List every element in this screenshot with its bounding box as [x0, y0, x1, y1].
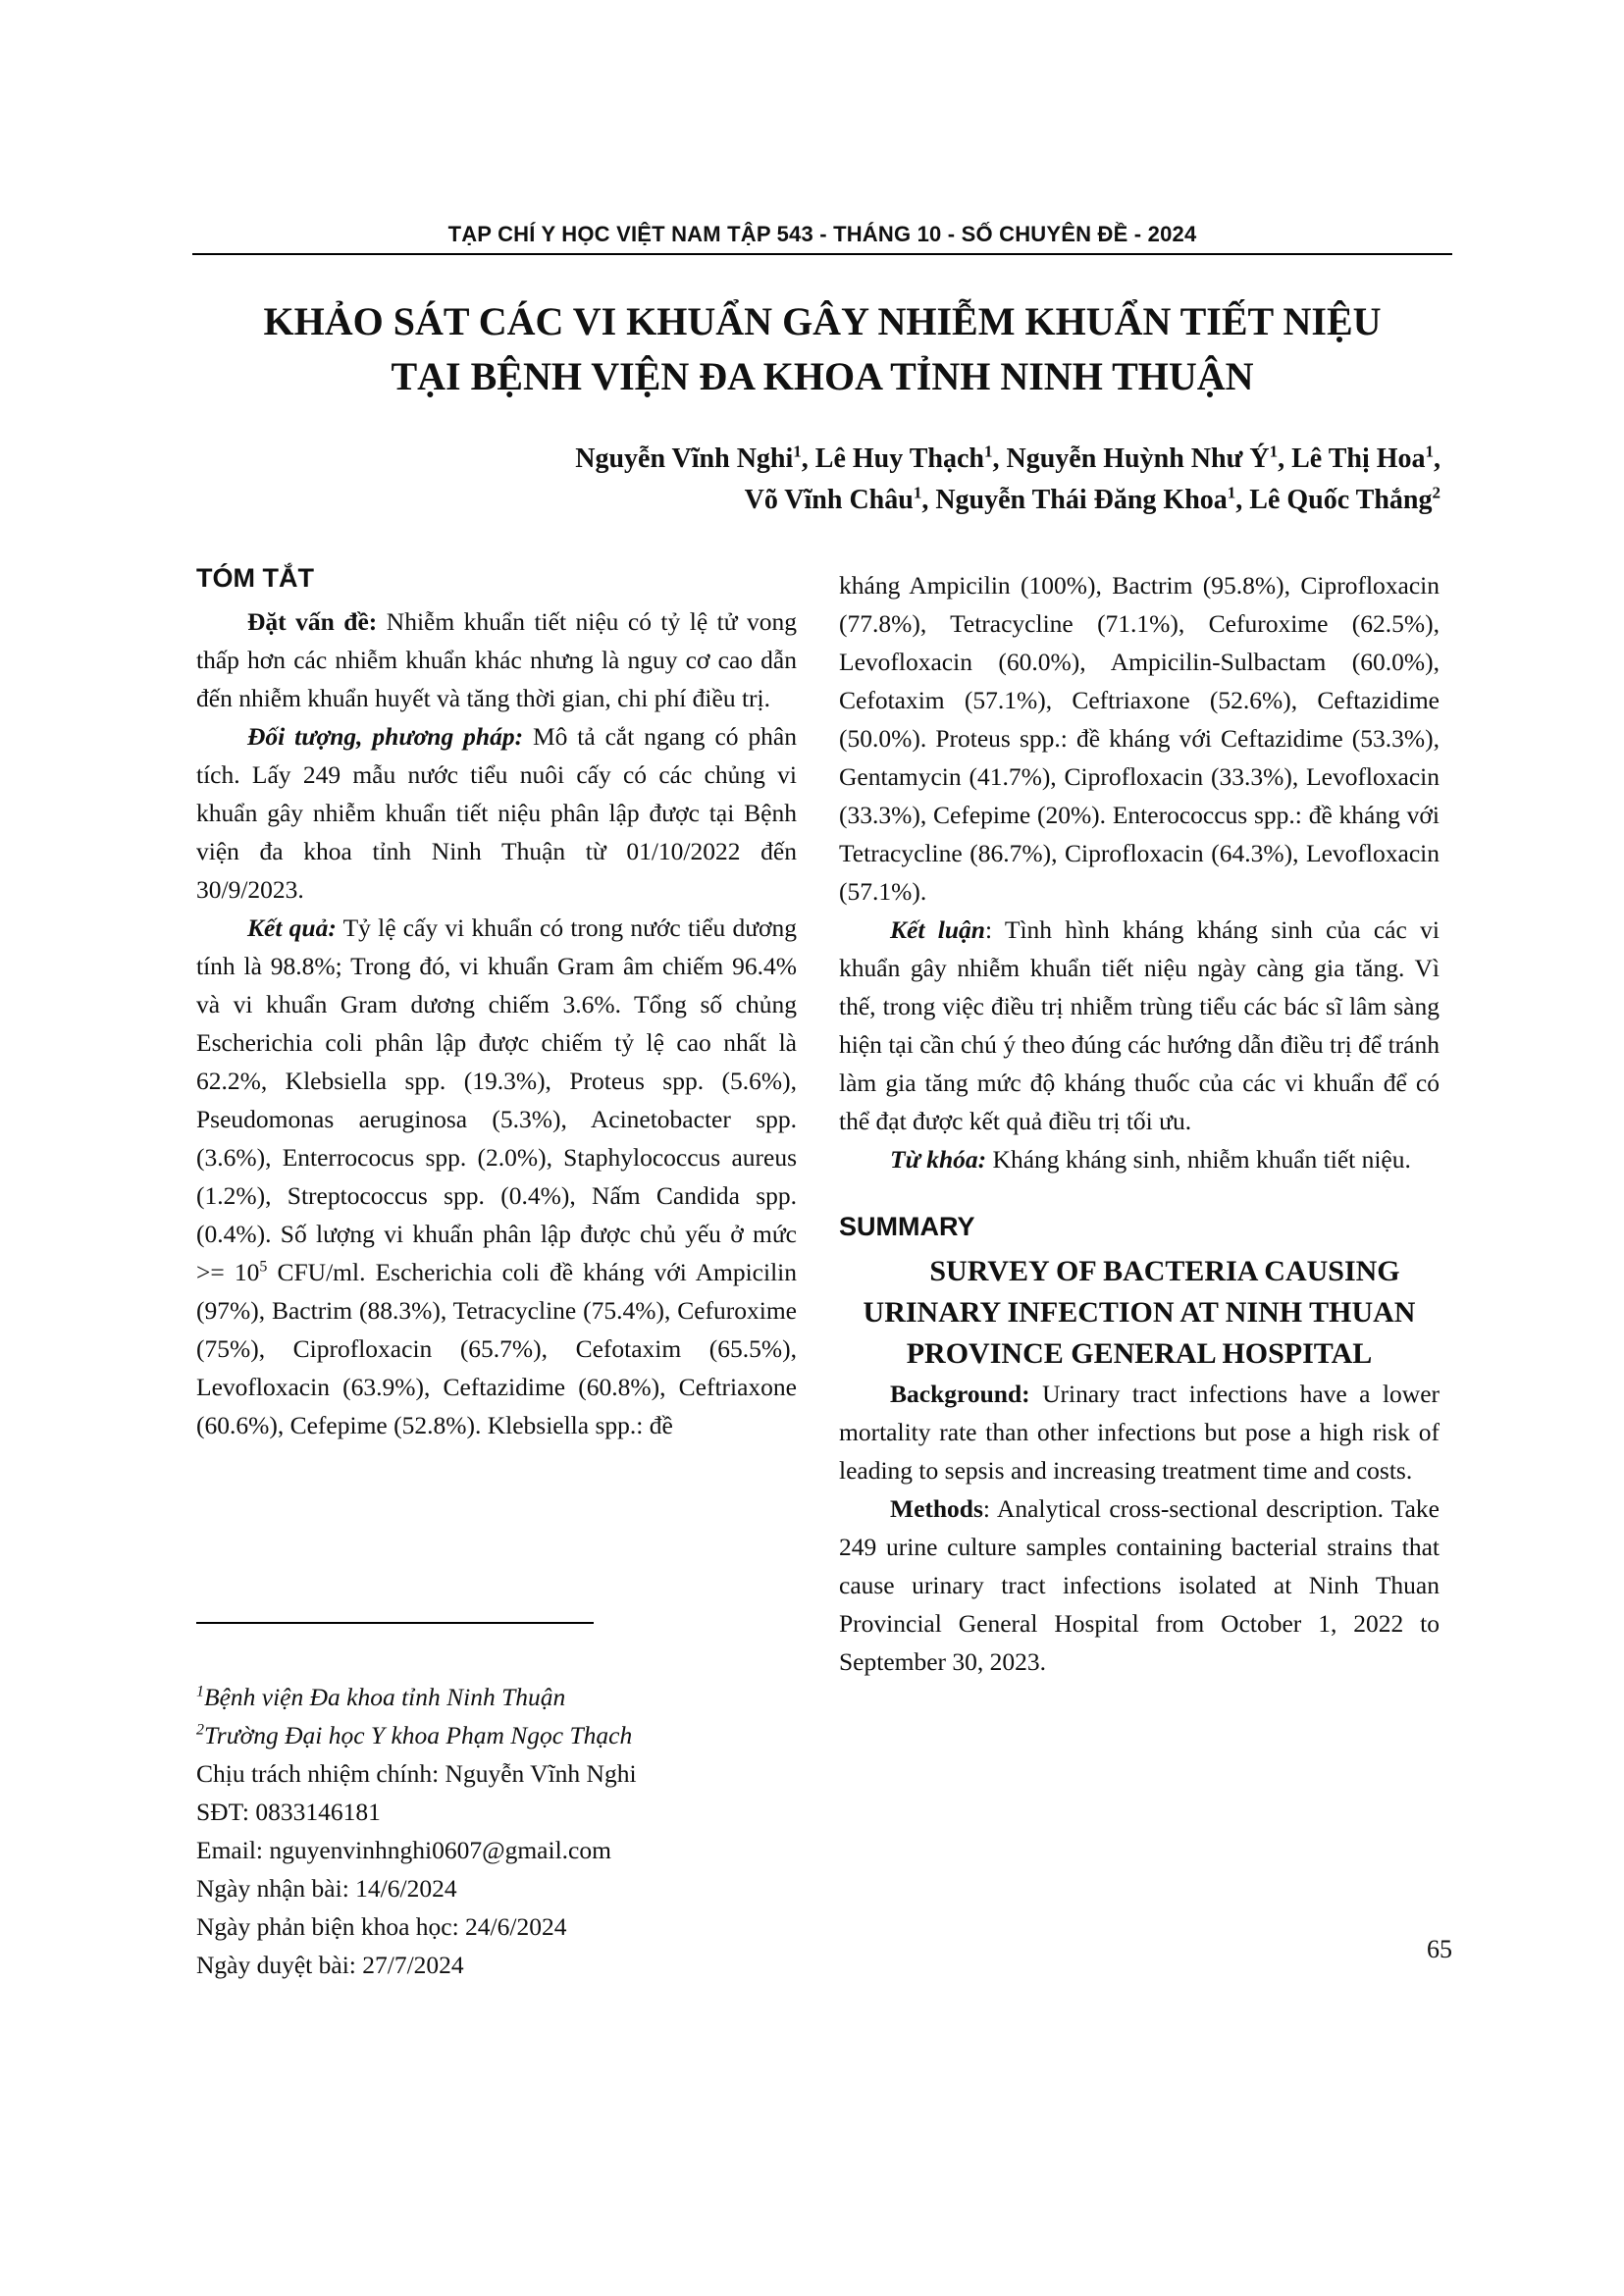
abstract-conclusion	[839, 911, 1440, 1140]
journal-header: TẠP CHÍ Y HỌC VIỆT NAM TẬP 543 - THÁNG 10 - SỐ CHUYÊN ĐỀ - 2024	[447, 222, 1197, 246]
author-line-2: Võ Vĩnh Châu$^1$, Nguyễn Thái Đăng Khoa$^1$, Lê Quốc Thắng$^2$	[744, 483, 1441, 515]
received-date: Ngày nhận bài: 14/6/2024	[196, 1874, 457, 1903]
affiliation-mark: 2	[196, 1721, 204, 1739]
background-text: Nhiễm khuẩn tiết niệu có tỷ lệ tử vong thấp hơn các nhiễm khuẩn khác nhưng là nguy cơ cao dẫn đến nhiễm khuẩn huyết và tăng thời gian, chi phí điều trị.	[196, 607, 797, 712]
email: Email: nguyenvinhnghi0607@gmail.com	[196, 1836, 611, 1864]
summary-background	[839, 1375, 1440, 1489]
author-name: Võ Vĩnh Châu	[744, 485, 914, 515]
en-background-label: Background:	[890, 1380, 1030, 1408]
author-name: Lê Thị Hoa	[1291, 444, 1426, 474]
background-label: Đặt vấn đề:	[247, 607, 378, 636]
summary-methods	[839, 1489, 1440, 1681]
abstract-methods	[196, 717, 797, 909]
en-methods-text: : Analytical cross-sectional description. Take 249 urine culture samples containing bacterial strains that cause urinary tract infections isolated at Ninh Thuan Provincial General Hospital from October 1, 2022 to September 30, 2023.	[839, 1494, 1440, 1676]
affiliation-mark: 1	[1269, 442, 1279, 461]
corresponding-author: Chịu trách nhiệm chính: Nguyễn Vĩnh Nghi	[196, 1759, 637, 1788]
affiliation-text: Bệnh viện Đa khoa tỉnh Ninh Thuận	[204, 1683, 566, 1711]
author-list	[294, 439, 1441, 521]
right-column	[839, 566, 1440, 1681]
phone: SĐT: 0833146181	[196, 1798, 381, 1826]
abstract-background	[196, 602, 797, 717]
author-name: Nguyễn Vĩnh Nghi	[575, 444, 794, 474]
author-name: Lê Huy Thạch	[814, 444, 984, 474]
abstract-results	[196, 909, 797, 1444]
reviewed-date: Ngày phản biện khoa học: 24/6/2024	[196, 1912, 567, 1941]
footnote-rule	[196, 1622, 594, 1624]
results-exponent: 5	[259, 1258, 268, 1276]
abstract-vi-heading: TÓM TẮT	[196, 563, 314, 593]
header-rule	[192, 253, 1452, 255]
affiliation-mark: 1	[196, 1683, 204, 1700]
article-title	[192, 294, 1452, 404]
affiliation-mark: 1	[983, 442, 993, 461]
author-line-1: Nguyễn Vĩnh Nghi$^1$, Lê Huy Thạch$^1$, Nguyễn Huỳnh Như $Ý^1$, Lê Thị Hoa$^1$,	[575, 442, 1441, 474]
results-text-a: Tỷ lệ cấy vi khuẩn có trong nước tiểu dương tính là 98.8%; Trong đó, vi khuẩn Gram âm chiếm 96.4% và vi khuẩn Gram dương chiếm 3.6%. Tổng số chủng Escherichia coli phân lập được chiếm tỷ lệ cao nhất là 62.2%, Klebsiella spp. (19.3%), Proteus spp. (5.6%), Pseudomonas aeruginosa (5.3%), Acinetobacter spp. (3.6%), Enterrococus spp. (2.0%), Staphylococcus aureus (1.2%), Streptococcus spp. (0.4%), Nấm Candida spp. (0.4%). Số lượng vi khuẩn phân lập được chủ yếu ở mức >= 10	[196, 913, 797, 1286]
affiliation-mark: 1	[1425, 442, 1434, 461]
author-name: Nguyễn Huỳnh Như Ý	[1006, 444, 1270, 474]
left-column	[196, 559, 797, 1444]
author-name: Lê Quốc Thắng	[1249, 485, 1433, 515]
accepted-date: Ngày duyệt bài: 27/7/2024	[196, 1951, 464, 1979]
conclusion-label: Kết luận	[890, 915, 985, 944]
affiliation-mark: 1	[913, 483, 922, 502]
conclusion-text: : Tình hình kháng kháng sinh của các vi khuẩn gây nhiễm khuẩn tiết niệu ngày càng gia tăng. Vì thế, trong việc điều trị nhiễm trùng tiểu các bác sĩ lâm sàng hiện tại cần chú ý theo đúng các hướng dẫn điều trị để tránh làm gia tăng mức độ kháng thuốc của các vi khuẩn để có thể đạt được kết quả điều trị tối ưu.	[839, 915, 1440, 1135]
abstract-results-continued: kháng Ampicilin (100%), Bactrim (95.8%), Ciprofloxacin (77.8%), Tetracycline (71.1%), Cefuroxime (62.5%), Levofloxacin (60.0%), Ampicilin-Sulbactam (60.0%), Cefotaxim (57.1%), Ceftriaxone (52.6%), Ceftazidime (50.0%). Proteus spp.: đề kháng với Ceftazidime (53.3%), Gentamycin (41.7%), Ciprofloxacin (33.3%), Levofloxacin (33.3%), Cefepime (20%). Enterococcus spp.: đề kháng với Tetracycline (86.7%), Ciprofloxacin (64.3%), Levofloxacin (57.1%).	[839, 571, 1440, 906]
summary-heading: SUMMARY	[839, 1212, 975, 1241]
methods-label: Đối tượng, phương pháp:	[247, 722, 524, 751]
author-name: Nguyễn Thái Đăng Khoa	[935, 485, 1228, 515]
affiliation-mark: 2	[1432, 483, 1441, 502]
methods-text: Mô tả cắt ngang có phân tích. Lấy 249 mẫu nước tiểu nuôi cấy có các chủng vi khuẩn gây nhiễm khuẩn tiết niệu phân lập được tại Bệnh viện đa khoa tỉnh Ninh Thuận từ 01/10/2022 đến 30/9/2023.	[196, 722, 797, 904]
english-title: SURVEY OF BACTERIA CAUSING URINARY INFECTION AT NINH THUAN PROVINCE GENERAL HOSPITAL	[863, 1255, 1416, 1370]
en-methods-label: Methods	[890, 1494, 983, 1523]
abstract-keywords	[839, 1140, 1440, 1178]
keywords-label: Từ khóa:	[890, 1145, 987, 1174]
results-label: Kết quả:	[247, 913, 337, 942]
affiliation-mark: 1	[793, 442, 802, 461]
title-line-1: KHẢO SÁT CÁC VI KHUẨN GÂY NHIỄM KHUẨN TIẾT NIỆU	[263, 299, 1382, 343]
affiliation-text: Trường Đại học Y khoa Phạm Ngọc Thạch	[204, 1721, 633, 1749]
footnotes	[196, 1678, 824, 1984]
results-text-b: CFU/ml. Escherichia coli đề kháng với Ampicilin (97%), Bactrim (88.3%), Tetracycline (75.4%), Cefuroxime (75%), Ciprofloxacin (65.7%), Cefotaxim (65.5%), Levofloxacin (63.9%), Ceftazidime (60.8%), Ceftriaxone (60.6%), Cefepime (52.8%). Klebsiella spp.: đề	[196, 1258, 797, 1439]
affiliation-mark: 1	[1227, 483, 1236, 502]
keywords-text: Kháng kháng sinh, nhiễm khuẩn tiết niệu.	[992, 1145, 1411, 1174]
en-background-text: Urinary tract infections have a lower mortality rate than other infections but pose a high risk of leading to sepsis and increasing treatment time and costs.	[839, 1380, 1441, 1485]
title-line-2: TẠI BỆNH VIỆN ĐA KHOA TỈNH NINH THUẬN	[391, 354, 1254, 398]
affiliation-2	[196, 1716, 824, 1754]
page-number: 65	[1427, 1935, 1452, 1963]
affiliation-1	[196, 1678, 824, 1716]
